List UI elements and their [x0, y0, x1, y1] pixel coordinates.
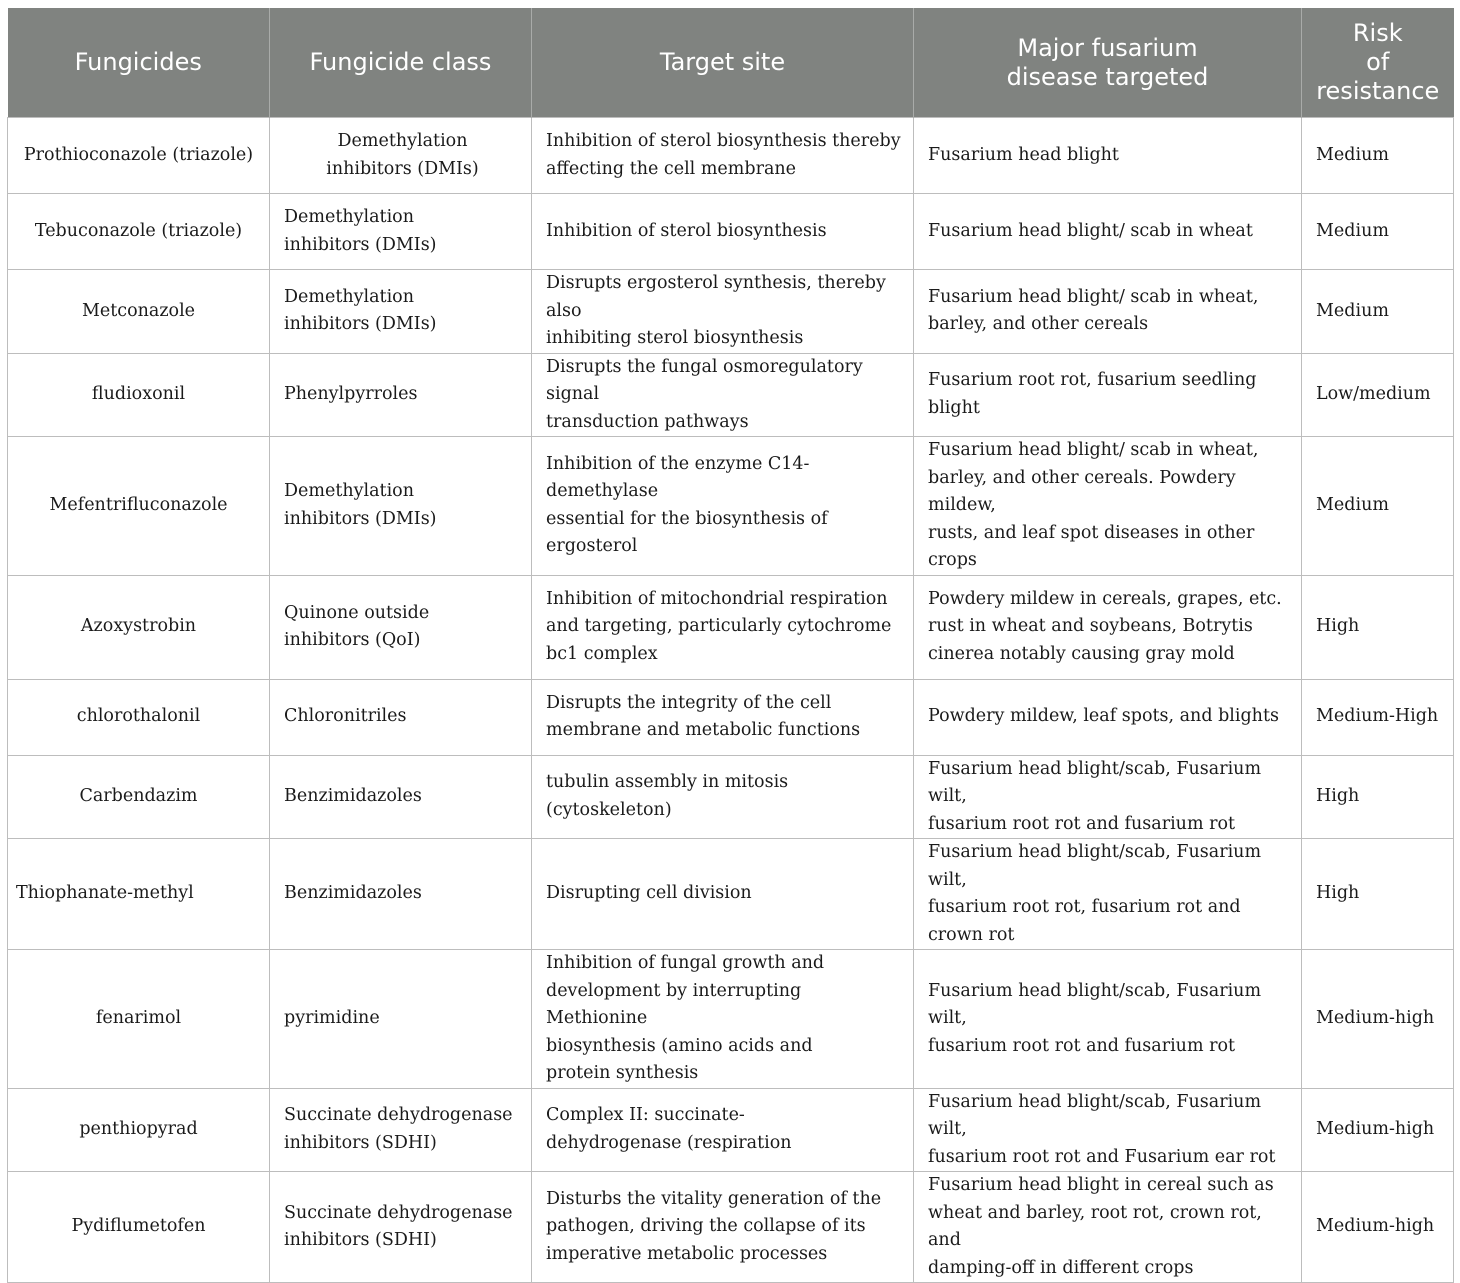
table-row — [8, 118, 1454, 194]
cell-disease-targeted: Powdery mildew in cereals, grapes, etc. rust in wheat and soybeans, Botrytis cinerea notably causing gray mold — [914, 575, 1302, 679]
cell-fungicide-class: Phenylpyrroles — [270, 353, 532, 437]
cell-resistance-risk: High — [1302, 575, 1454, 679]
cell-fungicide-name: Thiophanate-methyl — [8, 839, 270, 950]
table-row — [8, 353, 1454, 437]
header-fungicide-class: Fungicide class — [270, 8, 532, 118]
cell-fungicide-class: Demethylation inhibitors (DMIs) — [270, 437, 532, 576]
header-major-disease: Major fusarium disease targeted — [914, 8, 1302, 118]
cell-resistance-risk: Medium-high — [1302, 1172, 1454, 1283]
cell-resistance-risk: Medium-high — [1302, 950, 1454, 1089]
fungicide-table-container — [7, 8, 1453, 1283]
cell-fungicide-name: Mefentrifluconazole — [8, 437, 270, 576]
table-row — [8, 755, 1454, 839]
cell-fungicide-name: Carbendazim — [8, 755, 270, 839]
cell-resistance-risk: Medium — [1302, 194, 1454, 270]
table-row — [8, 270, 1454, 354]
table-row — [8, 194, 1454, 270]
cell-fungicide-name: penthiopyrad — [8, 1088, 270, 1172]
cell-resistance-risk: Low/medium — [1302, 353, 1454, 437]
cell-fungicide-class: pyrimidine — [270, 950, 532, 1089]
cell-resistance-risk: Medium-high — [1302, 1088, 1454, 1172]
cell-fungicide-name: Azoxystrobin — [8, 575, 270, 679]
table-row — [8, 575, 1454, 679]
header-target-site: Target site — [532, 8, 914, 118]
cell-resistance-risk: Medium — [1302, 118, 1454, 194]
cell-fungicide-class: Demethylation inhibitors (DMIs) — [270, 270, 532, 354]
header-risk-of-resistance: Risk of resistance — [1302, 8, 1454, 118]
cell-disease-targeted: Fusarium head blight — [914, 118, 1302, 194]
cell-target-site: Disrupts ergosterol synthesis, thereby also inhibiting sterol biosynthesis — [532, 270, 914, 354]
cell-disease-targeted: Fusarium head blight/scab, Fusarium wilt, fusarium root rot, fusarium rot and crown rot — [914, 839, 1302, 950]
cell-disease-targeted: Powdery mildew, leaf spots, and blights — [914, 679, 1302, 755]
cell-target-site: Disturbs the vitality generation of the pathogen, driving the collapse of its imperative metabolic processes — [532, 1172, 914, 1283]
table-row — [8, 839, 1454, 950]
table-row — [8, 1172, 1454, 1283]
cell-fungicide-name: Pydiflumetofen — [8, 1172, 270, 1283]
cell-target-site: Complex II: succinate- dehydrogenase (respiration — [532, 1088, 914, 1172]
cell-resistance-risk: Medium — [1302, 270, 1454, 354]
table-row — [8, 437, 1454, 576]
header-row — [8, 8, 1454, 118]
fungicide-table — [7, 8, 1454, 1283]
cell-fungicide-name: Metconazole — [8, 270, 270, 354]
cell-target-site: Disrupting cell division — [532, 839, 914, 950]
cell-fungicide-name: Prothioconazole (triazole) — [8, 118, 270, 194]
cell-resistance-risk: Medium — [1302, 437, 1454, 576]
cell-fungicide-class: Succinate dehydrogenase inhibitors (SDHI) — [270, 1088, 532, 1172]
cell-fungicide-class: Succinate dehydrogenase inhibitors (SDHI) — [270, 1172, 532, 1283]
cell-fungicide-class: Chloronitriles — [270, 679, 532, 755]
table-body — [8, 118, 1454, 1283]
cell-target-site: Inhibition of sterol biosynthesis thereby affecting the cell membrane — [532, 118, 914, 194]
cell-fungicide-name: fenarimol — [8, 950, 270, 1089]
cell-disease-targeted: Fusarium root rot, fusarium seedling blight — [914, 353, 1302, 437]
cell-target-site: Inhibition of mitochondrial respiration and targeting, particularly cytochrome bc1 complex — [532, 575, 914, 679]
cell-fungicide-class: Demethylation inhibitors (DMIs) — [270, 194, 532, 270]
cell-target-site: Disrupts the fungal osmoregulatory signal transduction pathways — [532, 353, 914, 437]
cell-disease-targeted: Fusarium head blight/scab, Fusarium wilt, fusarium root rot and Fusarium ear rot — [914, 1088, 1302, 1172]
cell-disease-targeted: Fusarium head blight/ scab in wheat, barley, and other cereals. Powdery mildew, rusts, and leaf spot diseases in other crops — [914, 437, 1302, 576]
cell-resistance-risk: Medium-High — [1302, 679, 1454, 755]
cell-target-site: Inhibition of the enzyme C14-demethylase essential for the biosynthesis of ergosterol — [532, 437, 914, 576]
cell-target-site: Inhibition of sterol biosynthesis — [532, 194, 914, 270]
cell-fungicide-name: chlorothalonil — [8, 679, 270, 755]
cell-disease-targeted: Fusarium head blight/ scab in wheat, barley, and other cereals — [914, 270, 1302, 354]
cell-target-site: Disrupts the integrity of the cell membrane and metabolic functions — [532, 679, 914, 755]
cell-disease-targeted: Fusarium head blight/scab, Fusarium wilt, fusarium root rot and fusarium rot — [914, 950, 1302, 1089]
table-row — [8, 950, 1454, 1089]
cell-fungicide-name: fludioxonil — [8, 353, 270, 437]
cell-target-site: Inhibition of fungal growth and development by interrupting Methionine biosynthesis (amino acids and protein synthesis — [532, 950, 914, 1089]
cell-resistance-risk: High — [1302, 839, 1454, 950]
header-fungicides: Fungicides — [8, 8, 270, 118]
cell-fungicide-name: Tebuconazole (triazole) — [8, 194, 270, 270]
cell-disease-targeted: Fusarium head blight/scab, Fusarium wilt, fusarium root rot and fusarium rot — [914, 755, 1302, 839]
table-row — [8, 1088, 1454, 1172]
table-row — [8, 679, 1454, 755]
cell-fungicide-class: Quinone outside inhibitors (QoI) — [270, 575, 532, 679]
cell-disease-targeted: Fusarium head blight in cereal such as wheat and barley, root rot, crown rot, and damping-off in different crops — [914, 1172, 1302, 1283]
cell-target-site: tubulin assembly in mitosis (cytoskeleton) — [532, 755, 914, 839]
cell-resistance-risk: High — [1302, 755, 1454, 839]
cell-disease-targeted: Fusarium head blight/ scab in wheat — [914, 194, 1302, 270]
cell-fungicide-class: Benzimidazoles — [270, 839, 532, 950]
cell-fungicide-class: Demethylation inhibitors (DMIs) — [270, 118, 532, 194]
cell-fungicide-class: Benzimidazoles — [270, 755, 532, 839]
